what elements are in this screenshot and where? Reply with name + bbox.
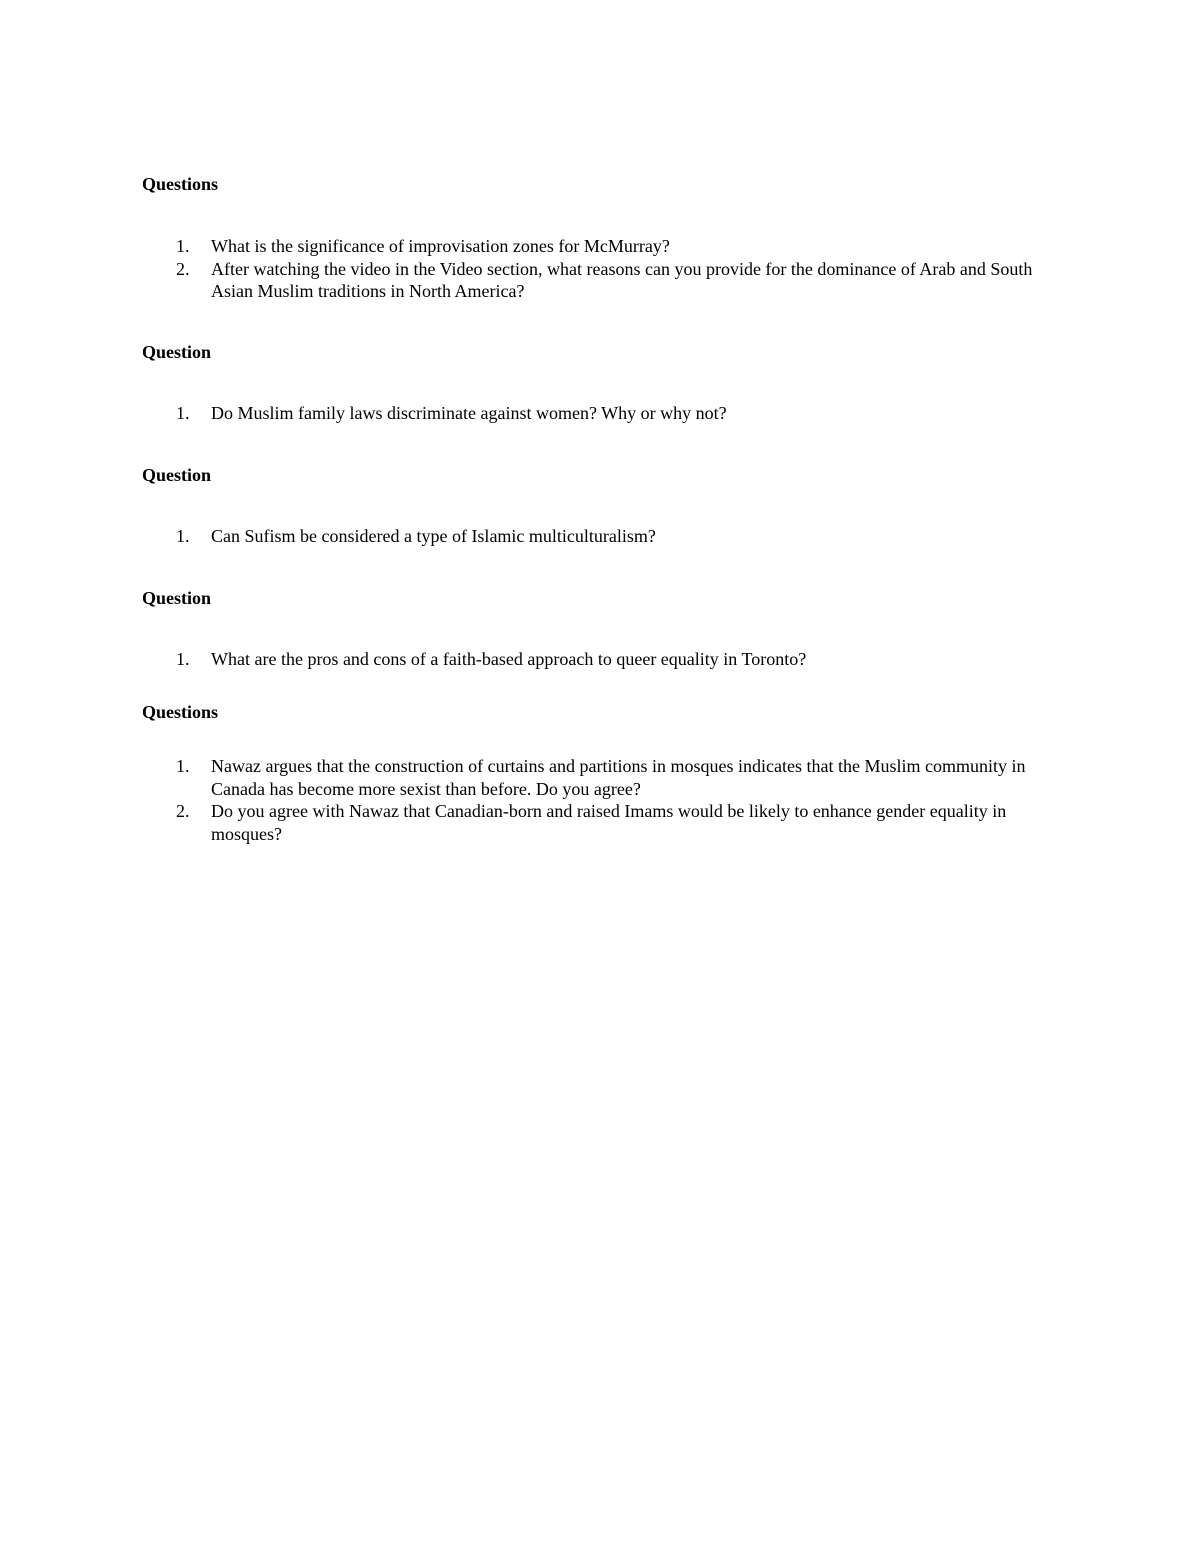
list-item <box>0 755 1061 800</box>
section-heading: Question <box>142 342 212 362</box>
item-number: 1. <box>176 403 190 423</box>
item-text: Can Sufism be considered a type of Islamic multiculturalism? <box>211 526 656 546</box>
question-list <box>0 525 1200 548</box>
list-item <box>0 525 1061 548</box>
section-heading: Question <box>142 465 212 485</box>
question-list <box>0 648 1200 671</box>
list-item <box>0 800 1061 845</box>
item-number: 1. <box>176 649 190 669</box>
list-item <box>0 648 1061 671</box>
list-item <box>0 235 1061 258</box>
item-number: 2. <box>176 801 190 821</box>
item-text: Do Muslim family laws discriminate against women? Why or why not? <box>211 403 727 423</box>
item-text: Nawaz argues that the construction of curtains and partitions in mosques indicates that the Muslim community in Canada has become more sexist than before. Do you agree? <box>211 756 1026 799</box>
item-text: After watching the video in the Video section, what reasons can you provide for the dominance of Arab and South Asian Muslim traditions in North America? <box>211 258 1033 301</box>
list-item <box>0 258 1061 303</box>
question-list <box>0 755 1200 845</box>
item-number: 1. <box>176 236 190 256</box>
item-text: What are the pros and cons of a faith-based approach to queer equality in Toronto? <box>211 649 807 669</box>
section-heading: Questions <box>142 702 219 722</box>
item-number: 1. <box>176 526 190 546</box>
item-number: 2. <box>176 258 190 279</box>
item-text: What is the significance of improvisation zones for McMurray? <box>211 236 670 256</box>
item-number: 1. <box>176 756 190 776</box>
item-text: Do you agree with Nawaz that Canadian-born and raised Imams would be likely to enhance gender equality in mosques? <box>211 801 1007 844</box>
section-heading: Question <box>142 588 212 608</box>
section-heading: Questions <box>142 174 219 194</box>
question-list <box>0 402 1200 425</box>
list-item <box>0 402 1061 425</box>
question-list <box>0 235 1200 303</box>
